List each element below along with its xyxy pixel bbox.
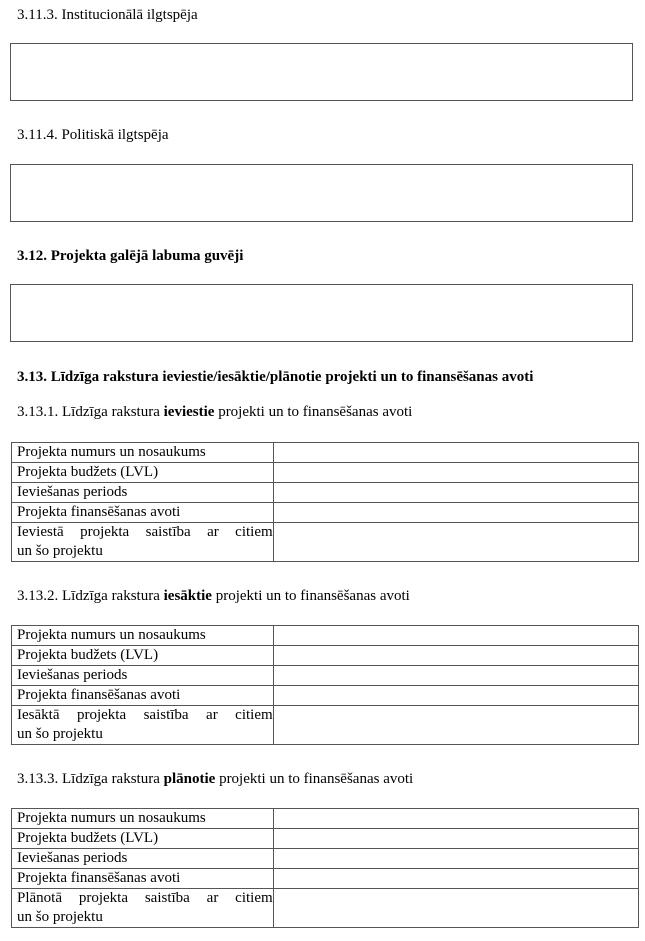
started-projects-table bbox=[11, 625, 639, 745]
row-label-line: Plānotā projekta saistība ar citiem bbox=[17, 890, 273, 906]
row-label: Projekta finansēšanas avoti bbox=[12, 503, 274, 523]
project-budget-input[interactable] bbox=[273, 829, 638, 849]
heading-3-13: 3.13. Līdzīga rakstura ieviestie/iesāktie/plānotie projekti un to finansēšanas avoti bbox=[17, 369, 534, 385]
table-row bbox=[12, 889, 639, 928]
table-row bbox=[12, 869, 639, 889]
heading-bold-word: plānotie bbox=[163, 771, 216, 787]
project-budget-input[interactable] bbox=[273, 646, 638, 666]
row-label-line: un šo projektu bbox=[17, 726, 103, 742]
institutional-sustainability-field[interactable] bbox=[10, 43, 633, 101]
row-label: Ieviešanas periods bbox=[12, 666, 274, 686]
row-label: Ieviešanas periods bbox=[12, 849, 274, 869]
funding-sources-input[interactable] bbox=[273, 869, 638, 889]
heading-prefix: 3.13.2. Līdzīga rakstura bbox=[17, 588, 164, 604]
row-label-line: un šo projektu bbox=[17, 543, 103, 559]
row-label: Projekta numurs un nosaukums bbox=[12, 626, 274, 646]
project-budget-input[interactable] bbox=[273, 463, 638, 483]
row-label: Projekta budžets (LVL) bbox=[12, 646, 274, 666]
project-relation-input[interactable] bbox=[273, 889, 638, 928]
table-row bbox=[12, 686, 639, 706]
row-label: Projekta budžets (LVL) bbox=[12, 463, 274, 483]
table-row bbox=[12, 809, 639, 829]
implementation-period-input[interactable] bbox=[273, 483, 638, 503]
row-label bbox=[12, 706, 274, 745]
project-number-name-input[interactable] bbox=[273, 809, 638, 829]
table-row bbox=[12, 523, 639, 562]
row-label: Projekta numurs un nosaukums bbox=[12, 809, 274, 829]
funding-sources-input[interactable] bbox=[273, 503, 638, 523]
row-label: Projekta budžets (LVL) bbox=[12, 829, 274, 849]
table-row bbox=[12, 463, 639, 483]
row-label: Projekta numurs un nosaukums bbox=[12, 443, 274, 463]
table-row bbox=[12, 706, 639, 745]
heading-suffix: projekti un to finansēšanas avoti bbox=[214, 404, 413, 420]
row-label bbox=[12, 889, 274, 928]
heading-bold-word: ieviestie bbox=[163, 404, 215, 420]
heading-prefix: 3.13.1. Līdzīga rakstura bbox=[17, 404, 164, 420]
project-number-name-input[interactable] bbox=[273, 443, 638, 463]
row-label: Ieviešanas periods bbox=[12, 483, 274, 503]
table-row bbox=[12, 829, 639, 849]
heading-3-13-3 bbox=[17, 770, 413, 788]
heading-3-12: 3.12. Projekta galējā labuma guvēji bbox=[17, 248, 244, 264]
project-number-name-input[interactable] bbox=[273, 626, 638, 646]
row-label: Projekta finansēšanas avoti bbox=[12, 686, 274, 706]
heading-3-11-3: 3.11.3. Institucionālā ilgtspēja bbox=[17, 7, 198, 23]
heading-3-13-2 bbox=[17, 587, 410, 605]
implemented-projects-table bbox=[11, 442, 639, 562]
political-sustainability-field[interactable] bbox=[10, 164, 633, 222]
funding-sources-input[interactable] bbox=[273, 686, 638, 706]
heading-3-11-4: 3.11.4. Politiskā ilgtspēja bbox=[17, 127, 169, 143]
table-row bbox=[12, 849, 639, 869]
heading-prefix: 3.13.3. Līdzīga rakstura bbox=[17, 771, 164, 787]
row-label-line: Ieviestā projekta saistība ar citiem bbox=[17, 524, 273, 540]
table-row bbox=[12, 626, 639, 646]
heading-3-13-1 bbox=[17, 403, 412, 421]
table-row bbox=[12, 646, 639, 666]
row-label: Projekta finansēšanas avoti bbox=[12, 869, 274, 889]
final-beneficiaries-field[interactable] bbox=[10, 284, 633, 342]
planned-projects-table bbox=[11, 808, 639, 928]
row-label bbox=[12, 523, 274, 562]
project-relation-input[interactable] bbox=[273, 706, 638, 745]
project-relation-input[interactable] bbox=[273, 523, 638, 562]
row-label-line: Iesāktā projekta saistība ar citiem bbox=[17, 707, 273, 723]
table-row bbox=[12, 666, 639, 686]
row-label-line: un šo projektu bbox=[17, 909, 103, 925]
heading-suffix: projekti un to finansēšanas avoti bbox=[211, 588, 410, 604]
table-row bbox=[12, 443, 639, 463]
implementation-period-input[interactable] bbox=[273, 849, 638, 869]
table-row bbox=[12, 483, 639, 503]
implementation-period-input[interactable] bbox=[273, 666, 638, 686]
heading-bold-word: iesāktie bbox=[163, 588, 212, 604]
heading-suffix: projekti un to finansēšanas avoti bbox=[215, 771, 414, 787]
table-row bbox=[12, 503, 639, 523]
